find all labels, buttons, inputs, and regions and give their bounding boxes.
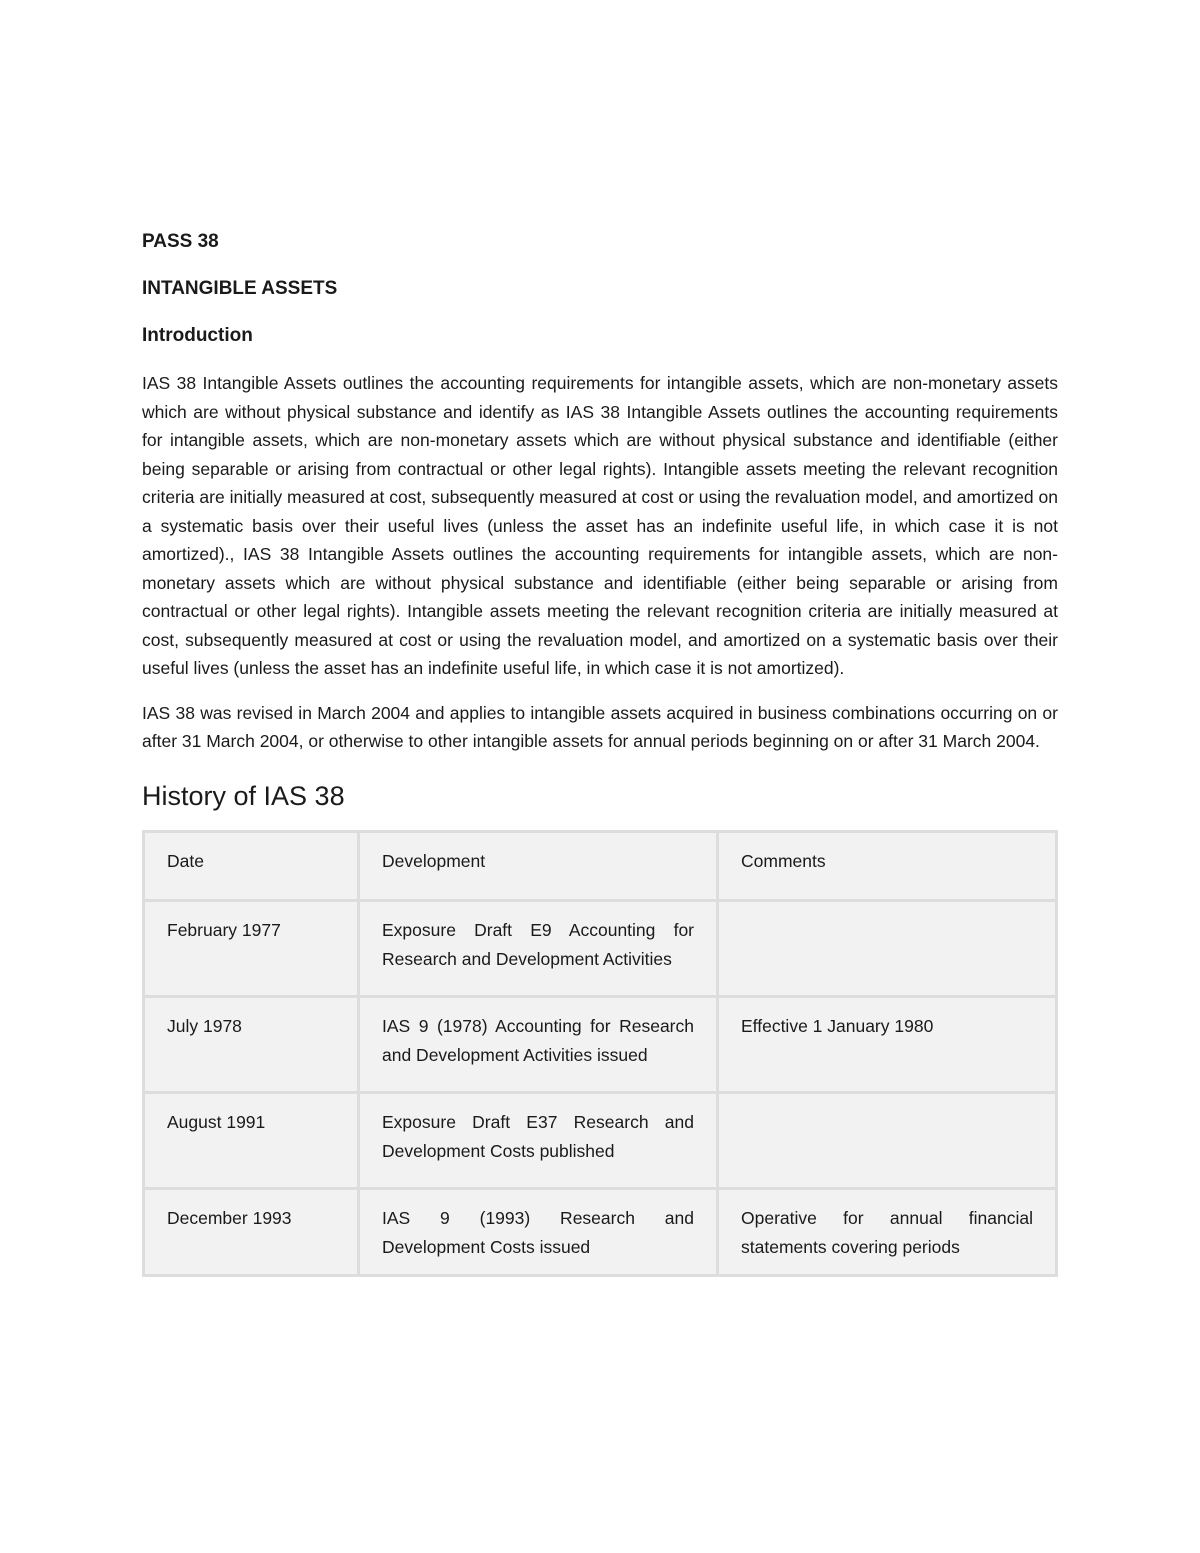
row-development: IAS 9 (1978) Accounting for Research and Development Activities issued	[359, 997, 718, 1093]
row-date: December 1993	[144, 1189, 359, 1276]
row-comments	[718, 1093, 1057, 1189]
intro-paragraph-1: IAS 38 Intangible Assets outlines the accounting requirements for intangible assets, which are non-monetary assets which are without physical substance and identify as IAS 38 Intangible Assets outlines the accounting requirements for intangible assets, which are non-monetary assets which are without physical substance and identifiable (either being separable or arising from contractual or other legal rights). Intangible assets meeting the relevant recognition criteria are initially measured at cost, subsequently measured at cost or using the revaluation model, and amortized on a systematic basis over their useful lives (unless the asset has an indefinite useful life, in which case it is not amortized)., IAS 38 Intangible Assets outlines the accounting requirements for intangible assets, which are non-monetary assets which are without physical substance and identifiable (either being separable or arising from contractual or other legal rights). Intangible assets meeting the relevant recognition criteria are initially measured at cost, subsequently measured at cost or using the revaluation model, and amortized on a systematic basis over their useful lives (unless the asset has an indefinite useful life, in which case it is not amortized).	[142, 373, 1058, 678]
history-heading: History of IAS 38	[142, 780, 345, 811]
document-title-line-2: INTANGIBLE ASSETS	[142, 278, 338, 299]
row-development: Exposure Draft E37 Research and Development Costs published	[359, 1093, 718, 1189]
row-comments: Effective 1 January 1980	[718, 997, 1057, 1093]
table-row	[144, 997, 1057, 1093]
table-row	[144, 1093, 1057, 1189]
history-table	[142, 830, 1058, 1278]
header-date: Date	[144, 831, 359, 901]
row-development: IAS 9 (1993) Research and Development Costs issued	[359, 1189, 718, 1276]
document-page	[142, 228, 1058, 1277]
section-heading-introduction: Introduction	[142, 325, 253, 346]
row-development: Exposure Draft E9 Accounting for Research and Development Activities	[359, 901, 718, 997]
table-row	[144, 901, 1057, 997]
header-comments: Comments	[718, 831, 1057, 901]
row-comments	[718, 901, 1057, 997]
row-date: August 1991	[144, 1093, 359, 1189]
table-header-row	[144, 831, 1057, 901]
document-title-line-1: PASS 38	[142, 231, 219, 252]
row-date: February 1977	[144, 901, 359, 997]
row-date: July 1978	[144, 997, 359, 1093]
header-development: Development	[359, 831, 718, 901]
intro-paragraph-2: IAS 38 was revised in March 2004 and applies to intangible assets acquired in business combinations occurring on or after 31 March 2004, or otherwise to other intangible assets for annual periods beginning on or after 31 March 2004.	[142, 702, 1058, 751]
row-comments: Operative for annual financial statements covering periods	[718, 1189, 1057, 1276]
table-row	[144, 1189, 1057, 1276]
